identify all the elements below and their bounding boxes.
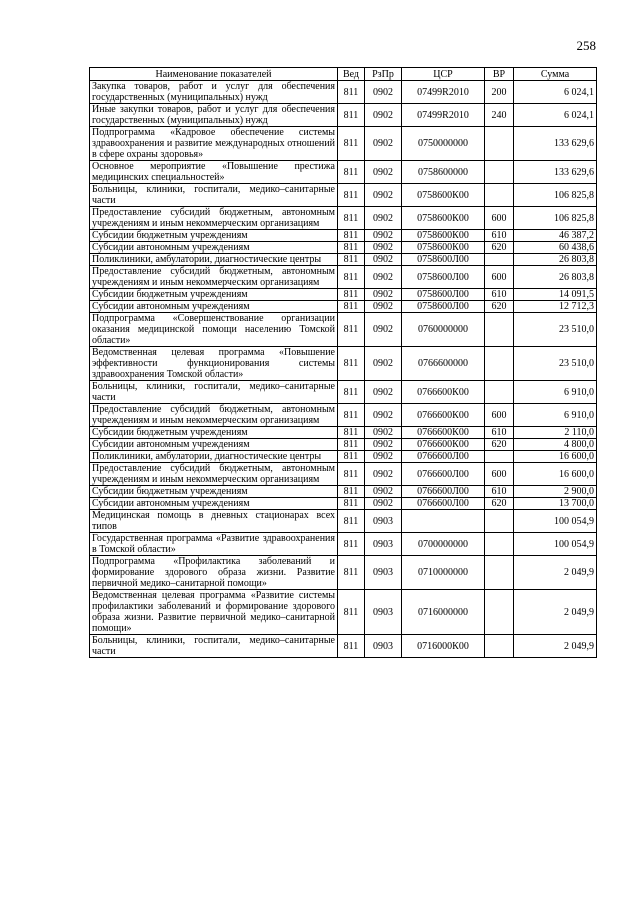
cell-name: Субсидии бюджетным учреждениям bbox=[90, 427, 338, 439]
cell-rzpr: 0902 bbox=[365, 184, 402, 207]
cell-vr bbox=[485, 347, 514, 381]
table-row bbox=[90, 510, 597, 533]
cell-csr: 0758600К00 bbox=[402, 230, 485, 242]
cell-csr: 0710000000 bbox=[402, 556, 485, 590]
cell-name: Субсидии бюджетным учреждениям bbox=[90, 486, 338, 498]
cell-sum: 6 910,0 bbox=[514, 404, 597, 427]
cell-rzpr: 0902 bbox=[365, 347, 402, 381]
cell-name: Ведомственная целевая программа «Повышение эффективности функционирования системы здравоохранения Томской области» bbox=[90, 347, 338, 381]
cell-csr: 0758600Л00 bbox=[402, 289, 485, 301]
table-row bbox=[90, 486, 597, 498]
cell-rzpr: 0902 bbox=[365, 230, 402, 242]
cell-ved: 811 bbox=[338, 510, 365, 533]
cell-name: Подпрограмма «Профилактика заболеваний и формирование здорового образа жизни. Развитие первичной медико–санитарной помощи» bbox=[90, 556, 338, 590]
table-row bbox=[90, 104, 597, 127]
cell-vr bbox=[485, 533, 514, 556]
cell-sum: 23 510,0 bbox=[514, 347, 597, 381]
cell-ved: 811 bbox=[338, 127, 365, 161]
cell-csr: 0758600К00 bbox=[402, 207, 485, 230]
cell-sum: 100 054,9 bbox=[514, 533, 597, 556]
cell-name: Медицинская помощь в дневных стационарах всех типов bbox=[90, 510, 338, 533]
header-rzpr: РзПр bbox=[365, 68, 402, 81]
table-row bbox=[90, 498, 597, 510]
cell-sum: 4 800,0 bbox=[514, 439, 597, 451]
cell-rzpr: 0902 bbox=[365, 81, 402, 104]
cell-rzpr: 0902 bbox=[365, 104, 402, 127]
cell-vr: 600 bbox=[485, 207, 514, 230]
cell-ved: 811 bbox=[338, 439, 365, 451]
cell-vr: 620 bbox=[485, 439, 514, 451]
cell-sum: 2 110,0 bbox=[514, 427, 597, 439]
cell-ved: 811 bbox=[338, 207, 365, 230]
cell-csr: 0766600000 bbox=[402, 347, 485, 381]
cell-ved: 811 bbox=[338, 635, 365, 658]
cell-name: Предоставление субсидий бюджетным, автономным учреждениям и иным некоммерческим организациям bbox=[90, 404, 338, 427]
cell-vr bbox=[485, 451, 514, 463]
table-row bbox=[90, 590, 597, 635]
cell-ved: 811 bbox=[338, 381, 365, 404]
cell-name: Субсидии бюджетным учреждениям bbox=[90, 230, 338, 242]
cell-name: Поликлиники, амбулатории, диагностические центры bbox=[90, 254, 338, 266]
cell-vr bbox=[485, 161, 514, 184]
cell-rzpr: 0902 bbox=[365, 381, 402, 404]
cell-vr bbox=[485, 556, 514, 590]
table-row bbox=[90, 347, 597, 381]
cell-sum: 60 438,6 bbox=[514, 242, 597, 254]
cell-ved: 811 bbox=[338, 533, 365, 556]
cell-name: Больницы, клиники, госпитали, медико–санитарные части bbox=[90, 635, 338, 658]
cell-csr: 07499R2010 bbox=[402, 104, 485, 127]
table-row bbox=[90, 81, 597, 104]
table-row bbox=[90, 301, 597, 313]
cell-rzpr: 0902 bbox=[365, 427, 402, 439]
cell-rzpr: 0902 bbox=[365, 254, 402, 266]
cell-rzpr: 0902 bbox=[365, 313, 402, 347]
header-name: Наименование показателей bbox=[90, 68, 338, 81]
cell-vr: 200 bbox=[485, 81, 514, 104]
cell-vr: 610 bbox=[485, 486, 514, 498]
cell-sum: 26 803,8 bbox=[514, 254, 597, 266]
cell-ved: 811 bbox=[338, 463, 365, 486]
cell-ved: 811 bbox=[338, 301, 365, 313]
cell-sum: 6 024,1 bbox=[514, 81, 597, 104]
cell-csr: 0766600К00 bbox=[402, 404, 485, 427]
cell-ved: 811 bbox=[338, 289, 365, 301]
cell-ved: 811 bbox=[338, 486, 365, 498]
cell-ved: 811 bbox=[338, 451, 365, 463]
cell-csr: 0758600000 bbox=[402, 161, 485, 184]
cell-rzpr: 0902 bbox=[365, 463, 402, 486]
cell-rzpr: 0903 bbox=[365, 635, 402, 658]
cell-name: Основное мероприятие «Повышение престижа медицинских специальностей» bbox=[90, 161, 338, 184]
cell-sum: 6 910,0 bbox=[514, 381, 597, 404]
cell-sum: 6 024,1 bbox=[514, 104, 597, 127]
cell-csr: 0766600К00 bbox=[402, 381, 485, 404]
cell-name: Субсидии автономным учреждениям bbox=[90, 439, 338, 451]
cell-csr bbox=[402, 510, 485, 533]
cell-rzpr: 0902 bbox=[365, 127, 402, 161]
cell-vr: 600 bbox=[485, 463, 514, 486]
cell-vr bbox=[485, 635, 514, 658]
cell-name: Подпрограмма «Совершенствование организации оказания медицинской помощи населению Томской области» bbox=[90, 313, 338, 347]
cell-sum: 46 387,2 bbox=[514, 230, 597, 242]
cell-csr: 0758600К00 bbox=[402, 184, 485, 207]
table-row bbox=[90, 207, 597, 230]
cell-name: Предоставление субсидий бюджетным, автономным учреждениям и иным некоммерческим организациям bbox=[90, 463, 338, 486]
cell-vr: 620 bbox=[485, 301, 514, 313]
cell-rzpr: 0902 bbox=[365, 242, 402, 254]
cell-ved: 811 bbox=[338, 347, 365, 381]
cell-rzpr: 0902 bbox=[365, 207, 402, 230]
page-number: 258 bbox=[576, 38, 596, 53]
cell-vr bbox=[485, 510, 514, 533]
cell-vr: 600 bbox=[485, 266, 514, 289]
cell-csr: 0700000000 bbox=[402, 533, 485, 556]
table-row bbox=[90, 439, 597, 451]
cell-csr: 0716000К00 bbox=[402, 635, 485, 658]
cell-name: Государственная программа «Развитие здравоохранения в Томской области» bbox=[90, 533, 338, 556]
cell-vr: 620 bbox=[485, 498, 514, 510]
cell-vr: 620 bbox=[485, 242, 514, 254]
cell-vr: 240 bbox=[485, 104, 514, 127]
cell-ved: 811 bbox=[338, 161, 365, 184]
cell-ved: 811 bbox=[338, 184, 365, 207]
cell-sum: 106 825,8 bbox=[514, 184, 597, 207]
cell-rzpr: 0902 bbox=[365, 451, 402, 463]
cell-sum: 133 629,6 bbox=[514, 127, 597, 161]
cell-rzpr: 0902 bbox=[365, 266, 402, 289]
cell-vr bbox=[485, 184, 514, 207]
cell-csr: 0766600Л00 bbox=[402, 498, 485, 510]
cell-rzpr: 0902 bbox=[365, 486, 402, 498]
header-csr: ЦСР bbox=[402, 68, 485, 81]
cell-rzpr: 0902 bbox=[365, 498, 402, 510]
cell-ved: 811 bbox=[338, 556, 365, 590]
cell-name: Субсидии автономным учреждениям bbox=[90, 498, 338, 510]
cell-csr: 0760000000 bbox=[402, 313, 485, 347]
cell-vr: 610 bbox=[485, 427, 514, 439]
table-row bbox=[90, 161, 597, 184]
cell-ved: 811 bbox=[338, 590, 365, 635]
table-row bbox=[90, 427, 597, 439]
header-sum: Сумма bbox=[514, 68, 597, 81]
cell-ved: 811 bbox=[338, 313, 365, 347]
cell-rzpr: 0903 bbox=[365, 590, 402, 635]
cell-name: Поликлиники, амбулатории, диагностические центры bbox=[90, 451, 338, 463]
cell-vr bbox=[485, 254, 514, 266]
header-ved: Вед bbox=[338, 68, 365, 81]
table-body bbox=[90, 81, 597, 658]
table-row bbox=[90, 556, 597, 590]
cell-name: Больницы, клиники, госпитали, медико–санитарные части bbox=[90, 184, 338, 207]
table-row bbox=[90, 635, 597, 658]
cell-sum: 133 629,6 bbox=[514, 161, 597, 184]
cell-csr: 0758600Л00 bbox=[402, 266, 485, 289]
cell-name: Субсидии бюджетным учреждениям bbox=[90, 289, 338, 301]
table-row bbox=[90, 313, 597, 347]
cell-ved: 811 bbox=[338, 242, 365, 254]
cell-sum: 16 600,0 bbox=[514, 463, 597, 486]
cell-csr: 0766600Л00 bbox=[402, 486, 485, 498]
cell-csr: 0716000000 bbox=[402, 590, 485, 635]
cell-rzpr: 0902 bbox=[365, 439, 402, 451]
header-vr: ВР bbox=[485, 68, 514, 81]
cell-ved: 811 bbox=[338, 498, 365, 510]
cell-ved: 811 bbox=[338, 427, 365, 439]
cell-sum: 2 049,9 bbox=[514, 635, 597, 658]
cell-csr: 0766600Л00 bbox=[402, 451, 485, 463]
cell-csr: 0758600Л00 bbox=[402, 254, 485, 266]
table-row bbox=[90, 184, 597, 207]
cell-name: Ведомственная целевая программа «Развитие системы профилактики заболеваний и формирование здорового образа жизни. Развитие первичной медико–санитарной помощи» bbox=[90, 590, 338, 635]
cell-rzpr: 0903 bbox=[365, 556, 402, 590]
budget-table bbox=[89, 67, 597, 658]
cell-csr: 0766600К00 bbox=[402, 439, 485, 451]
cell-name: Иные закупки товаров, работ и услуг для обеспечения государственных (муниципальных) нужд bbox=[90, 104, 338, 127]
cell-sum: 2 049,9 bbox=[514, 590, 597, 635]
cell-sum: 16 600,0 bbox=[514, 451, 597, 463]
cell-name: Подпрограмма «Кадровое обеспечение системы здравоохранения и развитие международных отношений в сфере охраны здоровья» bbox=[90, 127, 338, 161]
cell-vr: 610 bbox=[485, 289, 514, 301]
cell-sum: 2 049,9 bbox=[514, 556, 597, 590]
cell-sum: 100 054,9 bbox=[514, 510, 597, 533]
cell-vr bbox=[485, 381, 514, 404]
table-header-row bbox=[90, 68, 597, 81]
table-row bbox=[90, 242, 597, 254]
cell-vr: 610 bbox=[485, 230, 514, 242]
cell-csr: 0750000000 bbox=[402, 127, 485, 161]
table-row bbox=[90, 533, 597, 556]
cell-name: Субсидии автономным учреждениям bbox=[90, 301, 338, 313]
cell-sum: 2 900,0 bbox=[514, 486, 597, 498]
cell-csr: 0766600К00 bbox=[402, 427, 485, 439]
cell-sum: 13 700,0 bbox=[514, 498, 597, 510]
table-row bbox=[90, 127, 597, 161]
table-row bbox=[90, 381, 597, 404]
cell-csr: 0766600Л00 bbox=[402, 463, 485, 486]
table-row bbox=[90, 266, 597, 289]
cell-name: Предоставление субсидий бюджетным, автономным учреждениям и иным некоммерческим организациям bbox=[90, 266, 338, 289]
table-row bbox=[90, 404, 597, 427]
cell-sum: 106 825,8 bbox=[514, 207, 597, 230]
cell-ved: 811 bbox=[338, 230, 365, 242]
cell-name: Закупка товаров, работ и услуг для обеспечения государственных (муниципальных) нужд bbox=[90, 81, 338, 104]
table-row bbox=[90, 451, 597, 463]
cell-name: Предоставление субсидий бюджетным, автономным учреждениям и иным некоммерческим организациям bbox=[90, 207, 338, 230]
table-row bbox=[90, 463, 597, 486]
cell-csr: 0758600К00 bbox=[402, 242, 485, 254]
cell-vr bbox=[485, 313, 514, 347]
cell-ved: 811 bbox=[338, 404, 365, 427]
cell-name: Больницы, клиники, госпитали, медико–санитарные части bbox=[90, 381, 338, 404]
cell-rzpr: 0902 bbox=[365, 161, 402, 184]
cell-sum: 26 803,8 bbox=[514, 266, 597, 289]
cell-rzpr: 0903 bbox=[365, 533, 402, 556]
cell-sum: 14 091,5 bbox=[514, 289, 597, 301]
cell-ved: 811 bbox=[338, 254, 365, 266]
cell-ved: 811 bbox=[338, 104, 365, 127]
cell-name: Субсидии автономным учреждениям bbox=[90, 242, 338, 254]
cell-csr: 07499R2010 bbox=[402, 81, 485, 104]
cell-rzpr: 0903 bbox=[365, 510, 402, 533]
table-row bbox=[90, 254, 597, 266]
cell-vr bbox=[485, 590, 514, 635]
table-row bbox=[90, 230, 597, 242]
cell-sum: 12 712,3 bbox=[514, 301, 597, 313]
table-row bbox=[90, 289, 597, 301]
cell-rzpr: 0902 bbox=[365, 289, 402, 301]
cell-vr bbox=[485, 127, 514, 161]
cell-rzpr: 0902 bbox=[365, 404, 402, 427]
cell-vr: 600 bbox=[485, 404, 514, 427]
cell-ved: 811 bbox=[338, 266, 365, 289]
cell-ved: 811 bbox=[338, 81, 365, 104]
cell-rzpr: 0902 bbox=[365, 301, 402, 313]
cell-sum: 23 510,0 bbox=[514, 313, 597, 347]
cell-csr: 0758600Л00 bbox=[402, 301, 485, 313]
